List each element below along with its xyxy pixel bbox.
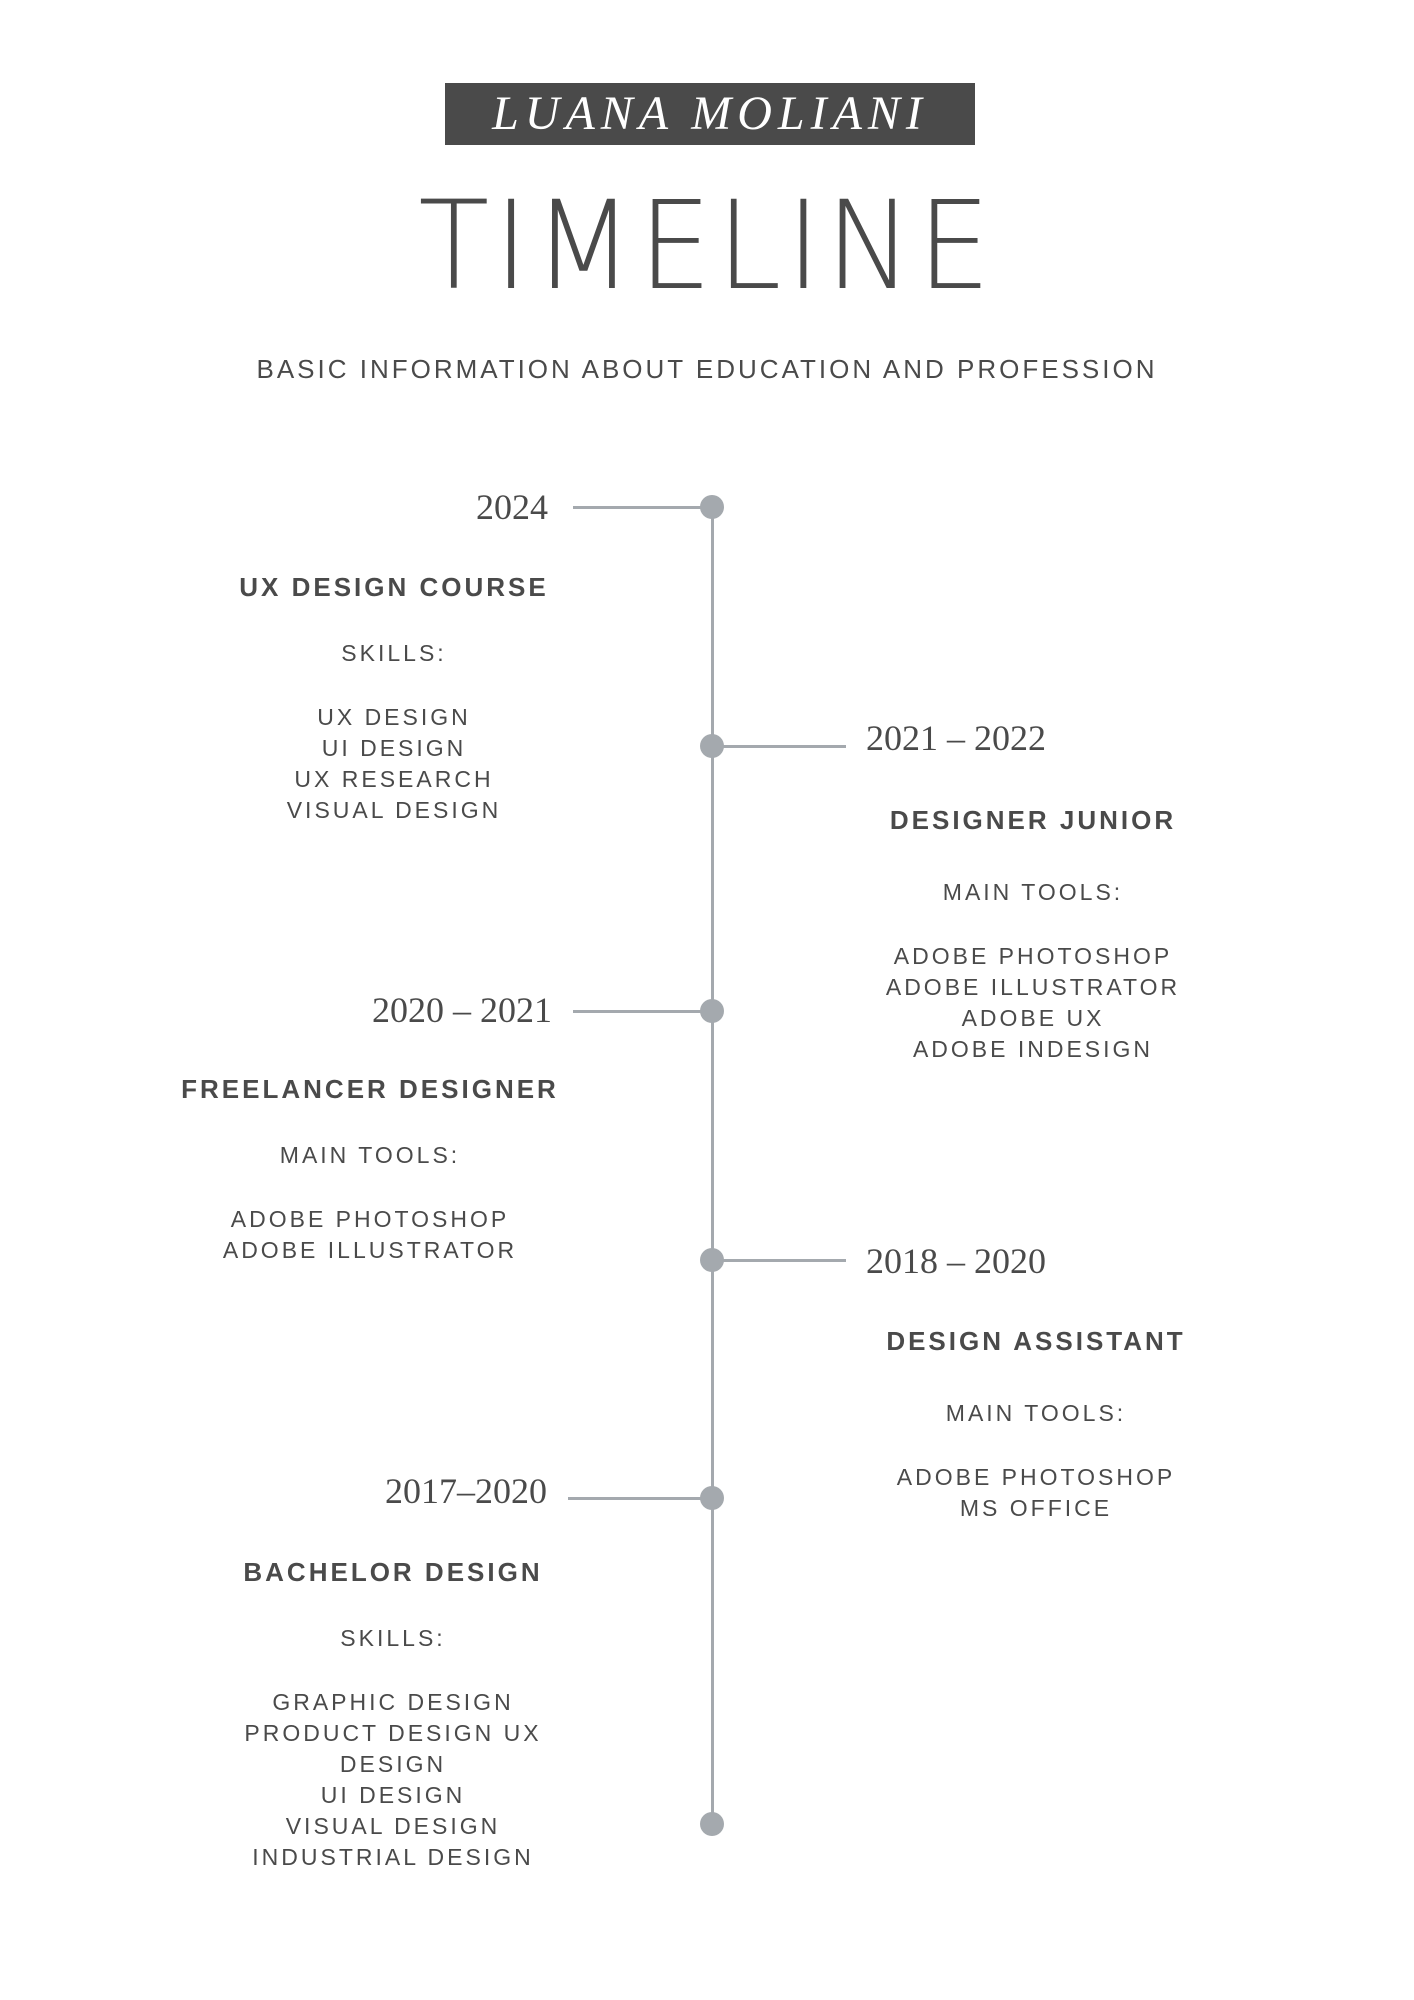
timeline-connector	[712, 745, 846, 748]
timeline-entry	[833, 807, 1233, 1065]
entry-item: UI DESIGN	[320, 1782, 466, 1808]
entry-item: UI DESIGN	[321, 735, 467, 761]
entry-item: UX DESIGN	[317, 704, 471, 730]
entry-year: 2020 – 2021	[372, 990, 552, 1030]
entry-year: 2021 – 2022	[866, 718, 1046, 758]
entry-item: ADOBE ILLUSTRATOR	[222, 1237, 518, 1263]
timeline-axis	[711, 508, 714, 1822]
entry-item: VISUAL DESIGN	[286, 797, 502, 823]
entry-item: MS OFFICE	[959, 1495, 1113, 1521]
timeline-dot	[700, 999, 724, 1023]
entry-year: 2024	[476, 487, 548, 527]
entry-item: PRODUCT DESIGN UX	[244, 1720, 542, 1746]
timeline-connector	[568, 1497, 703, 1500]
entry-item: ADOBE ILLUSTRATOR	[885, 974, 1181, 1000]
person-name: LUANA MOLIANI	[492, 87, 928, 140]
entry-year: 2017–2020	[385, 1471, 547, 1511]
timeline-connector	[573, 1010, 703, 1013]
page-title: TIMELINE	[418, 175, 996, 318]
entry-label: SKILLS:	[341, 640, 447, 666]
entry-title: UX DESIGN COURSE	[239, 572, 549, 602]
timeline-dot	[700, 1486, 724, 1510]
entry-label: MAIN TOOLS:	[942, 879, 1124, 905]
entry-label: SKILLS:	[340, 1625, 446, 1651]
entry-items	[833, 941, 1233, 1065]
page-subtitle: BASIC INFORMATION ABOUT EDUCATION AND PROFESSION	[256, 354, 1158, 384]
timeline-connector	[712, 1259, 846, 1262]
entry-label: MAIN TOOLS:	[279, 1142, 461, 1168]
entry-item: ADOBE INDESIGN	[912, 1036, 1154, 1062]
entry-label: MAIN TOOLS:	[945, 1400, 1127, 1426]
entry-item: UX RESEARCH	[294, 766, 494, 792]
entry-item: ADOBE PHOTOSHOP	[230, 1206, 510, 1232]
entry-title: DESIGN ASSISTANT	[886, 1326, 1186, 1356]
timeline-entry	[170, 1076, 570, 1266]
timeline-entry	[194, 574, 594, 826]
timeline-connector	[573, 506, 703, 509]
entry-title: DESIGNER JUNIOR	[889, 805, 1177, 835]
entry-year: 2018 – 2020	[866, 1241, 1046, 1281]
timeline-entry	[193, 1559, 593, 1873]
entry-item: ADOBE PHOTOSHOP	[896, 1464, 1176, 1490]
entry-items	[170, 1204, 570, 1266]
timeline-entry	[836, 1328, 1236, 1524]
entry-item: ADOBE UX	[961, 1005, 1105, 1031]
entry-item: VISUAL DESIGN	[285, 1813, 501, 1839]
entry-title: BACHELOR DESIGN	[243, 1557, 543, 1587]
entry-title: FREELANCER DESIGNER	[181, 1074, 559, 1104]
entry-item: ADOBE PHOTOSHOP	[893, 943, 1173, 969]
entry-item: GRAPHIC DESIGN	[272, 1689, 514, 1715]
entry-items	[836, 1462, 1236, 1524]
timeline-dot	[700, 495, 724, 519]
name-banner	[445, 83, 975, 145]
entry-items	[194, 702, 594, 826]
timeline-end-dot	[700, 1812, 724, 1836]
entry-item: DESIGN	[339, 1751, 447, 1777]
entry-item: INDUSTRIAL DESIGN	[252, 1844, 534, 1870]
entry-items	[193, 1687, 593, 1873]
